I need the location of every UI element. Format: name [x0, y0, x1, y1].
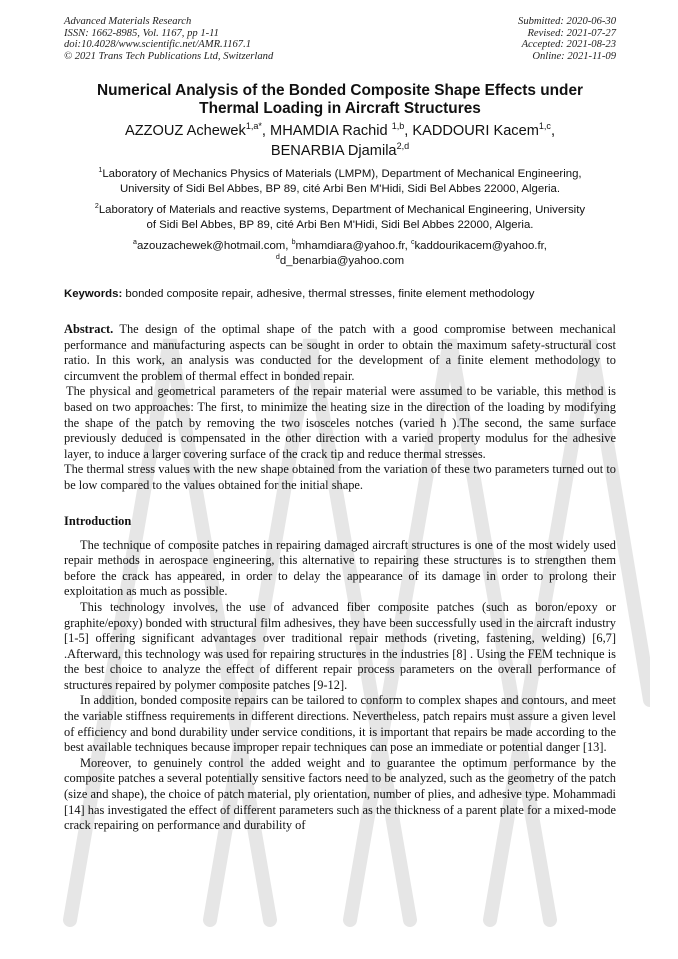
author-list: [64, 121, 616, 161]
affiliation-text: of Sidi Bel Abbes, BP 89, cité Arbi Ben M'Hidi, Sidi Bel Abbes 22000, Algeria.: [146, 219, 534, 231]
email-link[interactable]: mhamdiara@yahoo.fr,: [295, 240, 408, 252]
abstract-text: The design of the optimal shape of the patch with a good compromise between mechanical performance and manufacturing aspects can be sought in order to obtain the maximum safety-structural cost ratio. In this work, an analysis was conducted for the development of a finite element methodology to circumvent the problem of thermal effect in bonded repair.: [64, 322, 616, 383]
abstract-paragraph: [64, 322, 616, 384]
issn: ISSN: 1662-8985, Vol. 1167, pp 1-11: [64, 27, 219, 39]
email-link[interactable]: d_benarbia@yahoo.com: [279, 255, 405, 267]
author-name: BENARBIA Djamila: [270, 143, 397, 159]
author-affiliation-mark: 2,d: [396, 141, 410, 152]
accepted-date: Accepted: 2021-08-23: [521, 39, 616, 50]
email-mark: c: [410, 239, 415, 247]
abstract-paragraph: The physical and geometrical parameters of the repair material were assumed to be variable, this method is based on two approaches: The first, to minimize the heating size in the direction of the loading by modifying the shape of the patch by removing the two isosceles notches (varied h ).The second, the same surface previously deduced is compensated in the other direction with a varied property modulus for the adhesive layer, to induce a larger covering surface of the crack tip and reduce thermal stresses.: [64, 384, 616, 461]
author-emails: [64, 239, 616, 269]
paper-title: [64, 82, 616, 118]
journal-name: Advanced Materials Research: [64, 16, 192, 27]
title-line-1: Numerical Analysis of the Bonded Composite Shape Effects under: [96, 82, 584, 99]
author-line-2: [64, 141, 616, 161]
abstract-label: Abstract.: [64, 322, 114, 336]
author-affiliation-mark: 1,a*: [245, 121, 262, 132]
affiliation-text: Laboratory of Mechanics Physics of Materials (LMPM), Department of Mechanical Engineering,: [102, 168, 582, 180]
email-mark: d: [275, 254, 280, 262]
online-date: Online: 2021-11-09: [532, 50, 616, 62]
affiliation-text: Laboratory of Materials and reactive systems, Department of Mechanical Engineering, University: [98, 204, 586, 216]
email-link[interactable]: kaddourikacem@yahoo.fr,: [414, 240, 547, 252]
abstract-paragraph: The thermal stress values with the new shape obtained from the variation of these two parameters turned out to be low compared to the values obtained for the initial shape.: [64, 462, 616, 492]
section-heading-introduction: Introduction: [64, 513, 132, 528]
keywords: [64, 287, 616, 302]
body-paragraph: In addition, bonded composite repairs can be tailored to conform to complex shapes and contours, and meet the variable stiffness requirements in different directions. Nevertheless, patch repairs must assure a given level of efficiency and bond durability under service conditions, it is important that repairs be made according to the best available techniques because improper repair techniques can pose an immediate or potential danger [13].: [64, 693, 616, 755]
affiliation-mark: 2: [94, 203, 99, 211]
publication-info: [64, 16, 273, 62]
affiliation-2: [64, 203, 616, 233]
keywords-text: bonded composite repair, adhesive, thermal stresses, finite element methodology: [125, 288, 535, 300]
email-mark: b: [291, 239, 296, 247]
publication-header: [64, 16, 616, 62]
doi: doi:10.4028/www.scientific.net/AMR.1167.1: [64, 39, 252, 50]
revised-date: Revised: 2021-07-27: [527, 27, 616, 39]
affiliation-text: University of Sidi Bel Abbes, BP 89, cité Arbi Ben M'Hidi, Sidi Bel Abbes 22000, Algeria.: [119, 183, 561, 195]
author-line-1: AZZOUZ Achewek$^{1,a*}$, MHAMDIA Rachid $^{1,b}$, KADDOURI Kacem$^{1,c}$,: [124, 121, 556, 139]
body-paragraph: Moreover, to genuinely control the added weight and to guarantee the optimum performance by the composite patches a several potentially sensitive factors need to be analyzed, such as the geometry of the patch (size and shape), the choice of patch material, ply orientation, number of plies, and adhesive type. Mohammadi [14] has investigated the effect of different parameters such as the thickness of a parent plate for a mixed-mode crack repairing on performance and durability of: [64, 755, 616, 833]
keywords-label: Keywords:: [64, 288, 123, 300]
email-mark: a: [133, 239, 137, 247]
affiliation-mark: 1: [98, 167, 103, 175]
author-name: KADDOURI Kacem: [412, 123, 539, 139]
body-paragraph: The technique of composite patches in repairing damaged aircraft structures is one of the most widely used repair methods in aerospace engineering, this alternative to repairing these structures is to strengthen them before the crack has appeared, in order to delay the appearance of its damage in order to prolong their exploitation as much as possible.: [64, 537, 616, 599]
abstract: [64, 322, 616, 494]
body-paragraph: This technology involves, the use of advanced fiber composite patches (such as boron/epoxy or graphite/epoxy) bonded with structural film adhesives, they have been successfully used in the aircraft industry [1-5] offering significant advantages over traditional repair methods (riveting, fastening, welding) [6,7] .Afterward, this technology was used for repairing structures in the industries [8] . Using the FEM technique is the best choice to analyze the effect of different repair process parameters on the overall performance of structures repaired by polymer composite patches [9-12].: [64, 599, 616, 692]
introduction-body: [64, 538, 616, 834]
title-line-2: Thermal Loading in Aircraft Structures: [199, 100, 481, 117]
author-affiliation-mark: 1,b: [391, 121, 405, 132]
author-name: MHAMDIA Rachid: [270, 123, 388, 139]
author-affiliation-mark: 1,c: [538, 121, 551, 132]
paper-page: [64, 16, 616, 834]
publication-dates: [518, 16, 616, 62]
affiliation-1: [64, 167, 616, 197]
author-name: AZZOUZ Achewek: [124, 123, 246, 139]
submitted-date: Submitted: 2020-06-30: [518, 16, 616, 27]
email-link[interactable]: azouzachewek@hotmail.com,: [136, 240, 289, 252]
copyright: © 2021 Trans Tech Publications Ltd, Switzerland: [64, 50, 274, 62]
